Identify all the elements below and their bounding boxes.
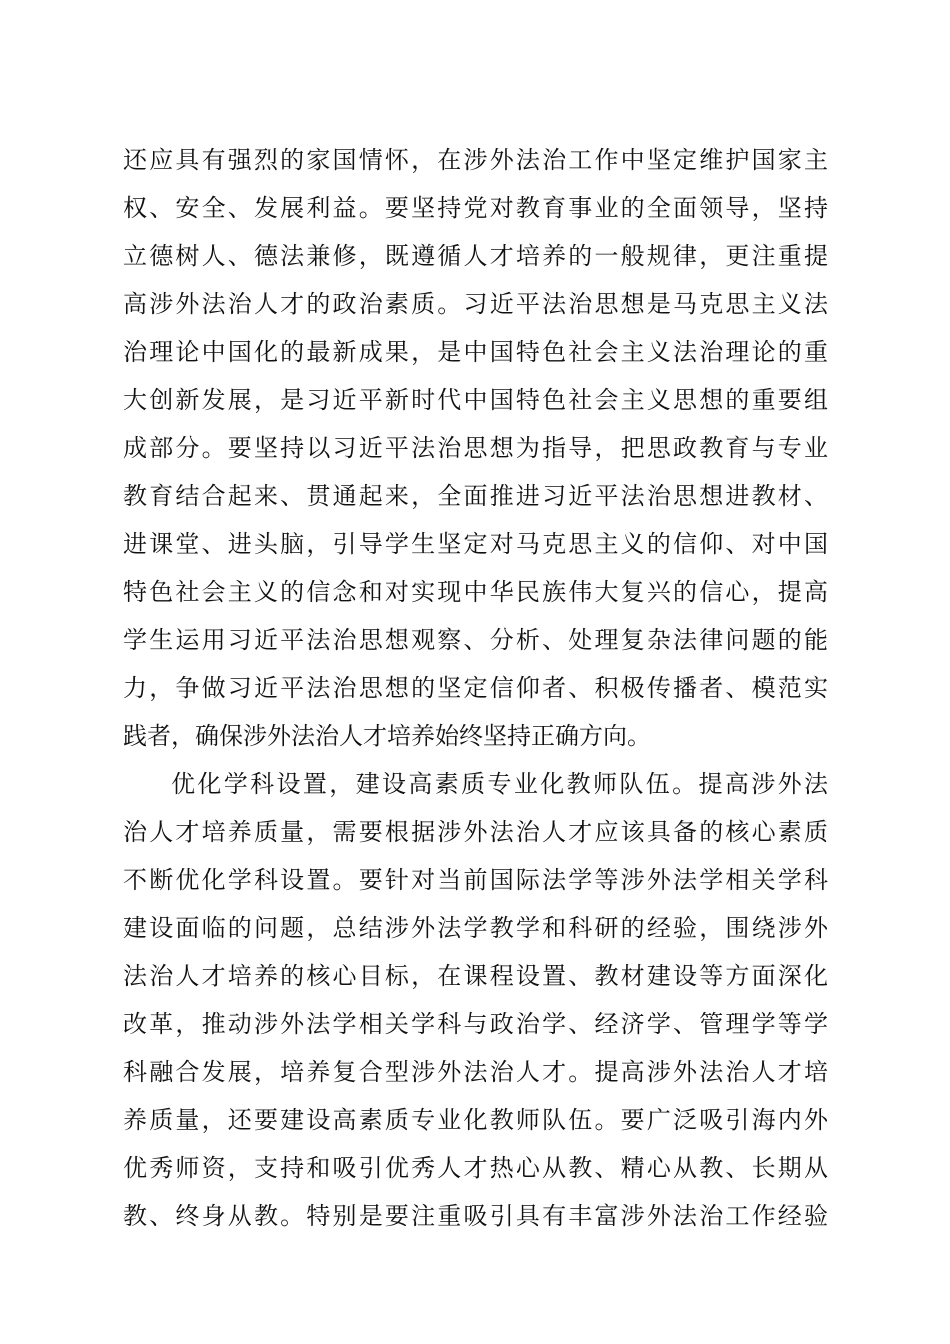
text-line: 改革，推动涉外法学相关学科与政治学、经济学、管理学等学	[123, 1010, 828, 1038]
text-line: 权、安全、发展利益。要坚持党对教育事业的全面领导，坚持	[123, 194, 828, 222]
text-line: 法治人才培养的核心目标，在课程设置、教材建设等方面深化	[123, 962, 828, 990]
text-line: 进课堂、进头脑，引导学生坚定对马克思主义的信仰、对中国	[123, 530, 828, 558]
text-line: 不断优化学科设置。要针对当前国际法学等涉外法学相关学科	[123, 866, 828, 894]
text-line: 优化学科设置，建设高素质专业化教师队伍。提高涉外法	[171, 770, 828, 798]
text-line: 科融合发展，培养复合型涉外法治人才。提高涉外法治人才培	[123, 1058, 828, 1086]
text-line: 成部分。要坚持以习近平法治思想为指导，把思政教育与专业	[123, 434, 828, 462]
text-line: 特色社会主义的信念和对实现中华民族伟大复兴的信心，提高	[123, 578, 828, 606]
text-line: 还应具有强烈的家国情怀，在涉外法治工作中坚定维护国家主	[123, 146, 828, 174]
text-line: 建设面临的问题，总结涉外法学教学和科研的经验，围绕涉外	[123, 914, 828, 942]
text-line: 教、终身从教。特别是要注重吸引具有丰富涉外法治工作经验	[123, 1202, 828, 1230]
text-line: 力，争做习近平法治思想的坚定信仰者、积极传播者、模范实	[123, 674, 828, 702]
text-line: 优秀师资，支持和吸引优秀人才热心从教、精心从教、长期从	[123, 1154, 828, 1182]
text-line: 学生运用习近平法治思想观察、分析、处理复杂法律问题的能	[123, 626, 828, 654]
text-line: 治人才培养质量，需要根据涉外法治人才应该具备的核心素质	[123, 818, 828, 846]
text-line: 大创新发展，是习近平新时代中国特色社会主义思想的重要组	[123, 386, 828, 414]
text-line: 践者，确保涉外法治人才培养始终坚持正确方向。	[123, 722, 651, 750]
text-line: 立德树人、德法兼修，既遵循人才培养的一般规律，更注重提	[123, 242, 828, 270]
text-line: 高涉外法治人才的政治素质。习近平法治思想是马克思主义法	[123, 290, 828, 318]
text-line: 治理论中国化的最新成果，是中国特色社会主义法治理论的重	[123, 338, 828, 366]
text-line: 养质量，还要建设高素质专业化教师队伍。要广泛吸引海内外	[123, 1106, 828, 1134]
text-line: 教育结合起来、贯通起来，全面推进习近平法治思想进教材、	[123, 482, 828, 510]
